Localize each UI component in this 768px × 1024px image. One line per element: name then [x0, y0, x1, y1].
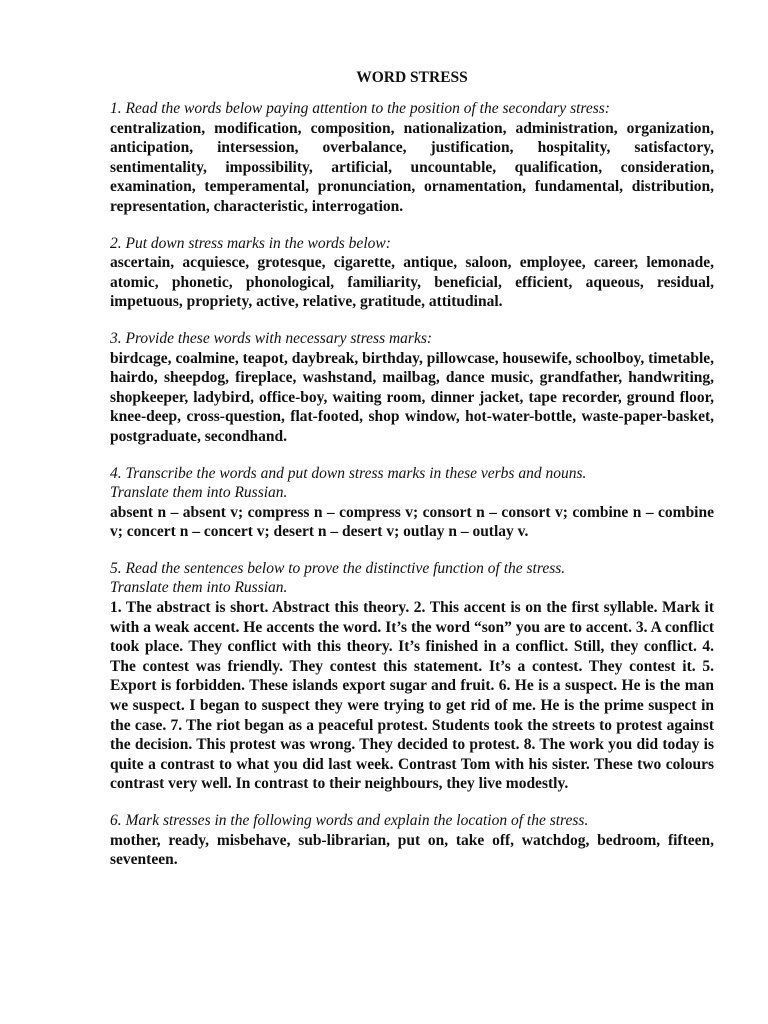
- document-page: [110, 68, 714, 887]
- exercise-2: [110, 234, 714, 312]
- exercise-4-word-pairs: absent n – absent v; compress n – compress v; consort n – consort v; combine n – combine v; concert n – concert v; desert n – desert v; outlay n – outlay v.: [110, 503, 714, 541]
- exercise-1-instruction: 1. Read the words below paying attention to the position of the secondary stress:: [110, 100, 610, 117]
- exercise-6-instruction: 6. Mark stresses in the following words and explain the location of the stress.: [110, 812, 589, 829]
- exercise-5-instruction: 5. Read the sentences below to prove the distinctive function of the stress.: [110, 559, 566, 577]
- exercise-6-word-list: mother, ready, misbehave, sub-librarian, put on, take off, watchdog, bedroom, fifteen, seventeen.: [110, 831, 714, 869]
- exercise-3-instruction: 3. Provide these words with necessary stress marks:: [110, 329, 433, 347]
- exercise-5-instruction-translate: Translate them into Russian.: [110, 579, 288, 597]
- exercise-2-word-list: ascertain, acquiesce, grotesque, cigarette, antique, saloon, employee, career, lemonade, atomic, phonetic, phonological, familiarity, beneficial, efficient, aqueous, residual, impetuous, propriety, active, relative, gratitude, attitudinal.: [110, 254, 714, 311]
- exercise-3: [110, 329, 714, 447]
- exercise-2-instruction: 2. Put down stress marks in the words below:: [110, 234, 391, 252]
- exercise-4: [110, 464, 714, 542]
- document-title: WORD STRESS: [356, 69, 468, 86]
- exercise-1-word-list: centralization, modification, composition, nationalization, administration, organization, anticipation, intersession, overbalance, justification, hospitality, satisfactory, sentimentality, impossibility, artificial, uncountable, qualification, consideration, examination, temperamental, pronunciation, ornamentation, fundamental, distribution, representation, characteristic, interrogation.: [110, 119, 714, 215]
- exercise-1: [110, 99, 714, 217]
- exercise-3-word-list: birdcage, coalmine, teapot, daybreak, birthday, pillowcase, housewife, schoolboy, timetable, hairdo, sheepdog, fireplace, washstand, mailbag, dance music, grandfather, handwriting, shopkeeper, ladybird, office-boy, waiting room, dinner jacket, tape recorder, ground floor, knee-deep, cross-question, flat-footed, shop window, hot-water-bottle, waste-paper-basket, postgraduate, secondhand.: [110, 349, 714, 445]
- exercise-4-instruction-translate: Translate them into Russian.: [110, 484, 288, 502]
- exercise-5: [110, 559, 714, 794]
- exercise-6: [110, 811, 714, 870]
- exercise-5-sentences: 1. The abstract is short. Abstract this theory. 2. This accent is on the first syllable. Mark it with a weak accent. He accents the word. It’s the word “son” you are to accent. 3. A conflict took place. They conflict with this theory. It’s finished in a conflict. Still, they conflict. 4. The contest was friendly. They contest this statement. It’s a contest. They contest it. 5. Export is forbidden. These islands export sugar and fruit. 6. He is a suspect. He is the man we suspect. I began to suspect they were trying to get rid of me. He is the prime suspect in the case. 7. The riot began as a peaceful protest. Students took the streets to protest against the decision. This protest was wrong. They decided to protest. 8. The work you did today is quite a contrast to what you did last week. Contrast Tom with his sister. These two colours contrast very well. In contrast to their neighbours, they live modestly.: [110, 599, 714, 793]
- exercise-4-instruction: 4. Transcribe the words and put down stress marks in these verbs and nouns.: [110, 464, 587, 482]
